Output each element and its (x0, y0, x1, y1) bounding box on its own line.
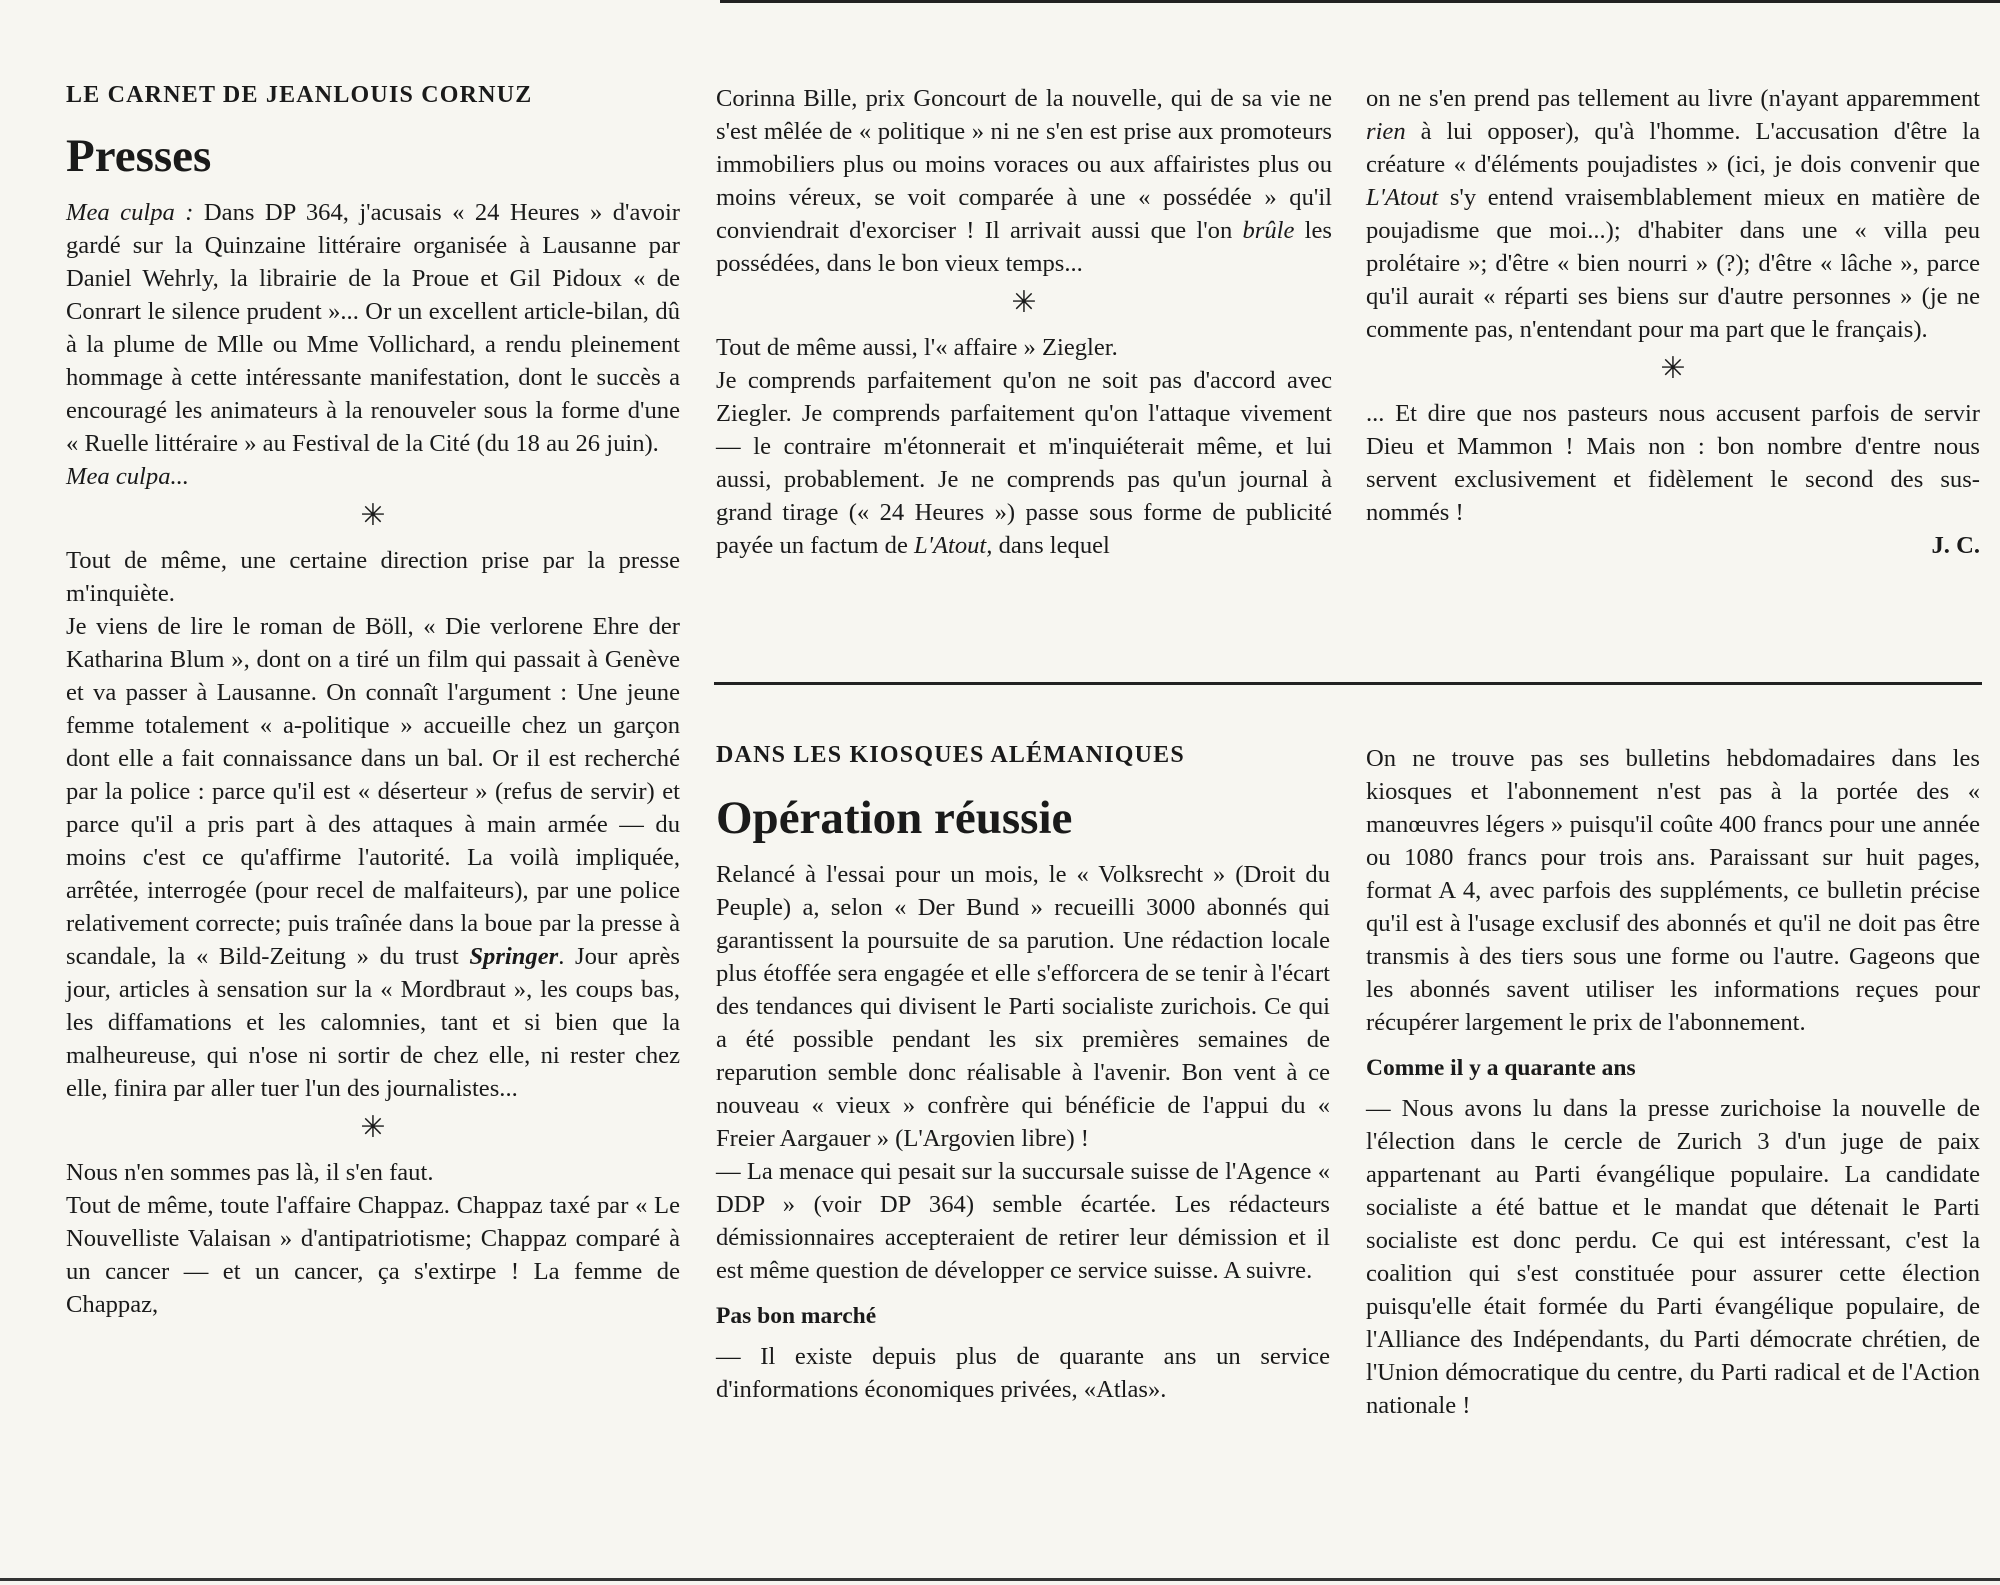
carnet-text: s'y entend vraisemblablement mieux en matière de poujadisme que moi...); d'habiter dans une « villa peu prolétaire »; d'être « bien nourri » (?); d'être « lâche », parce qu'il aurait « réparti ses biens sur d'autre personnes » (je ne commente pas, n'entendant pour ma part que le français). (1366, 184, 1980, 343)
carnet-rubric: LE CARNET DE JEANLOUIS CORNUZ (66, 82, 533, 108)
action-nationale: l'Action nationale (1366, 1359, 1980, 1419)
carnet-column-1 (66, 82, 680, 1321)
kiosques-paragraph: — La menace qui pesait sur la succursale suisse de l'Agence « DDP » (voir DP 364) semble écartée. Les rédacteurs démissionnaires accepteraient de retirer leur démission et il est même question de développer ce service suisse. A suivre. (716, 1158, 1330, 1284)
carnet-paragraph (716, 82, 1332, 280)
signature: J. C. (1931, 532, 1980, 559)
kiosques-body-4 (1366, 1092, 1980, 1422)
top-rule (720, 0, 2000, 3)
carnet-text: Dans DP 364, j'acusais « 24 Heures » d'avoir gardé sur la Quinzaine littéraire organisée à Lausanne par Daniel Wehrly, la librairie de la Proue et Gil Pidoux « de Conrart le silence prudent »... Or un excellent article-bilan, dû à la plume de Mlle ou Mme Vollichard, a rendu pleinement hommage à cette intéressante manifestation, dont le succès a encouragé les animateurs à la renouveler sous la forme d'une « Ruelle littéraire » au Festival de la Cité (du 18 au 26 juin). (66, 199, 680, 457)
carnet-text: les possédées, dans le bon vieux temps... (716, 217, 1332, 277)
subheading-comme-il-y-a-quarante-ans: Comme il y a quarante ans (1366, 1055, 1636, 1081)
carnet-body-3 (1366, 82, 1980, 562)
kiosques-body-2 (716, 1340, 1330, 1406)
mea-culpa-lead: Mea culpa : (66, 199, 194, 226)
carnet-title: Presses (66, 130, 212, 182)
carnet-paragraph: Tout de même, une certaine direction prise par la presse m'inquiète. (66, 547, 680, 607)
kiosques-text: ! (1462, 1392, 1471, 1419)
kiosques-column-2 (1366, 742, 1980, 1422)
carnet-paragraph (716, 364, 1332, 562)
kiosques-column-1 (716, 742, 1330, 1406)
carnet-text: Corinna Bille, prix Goncourt de la nouvelle, qui de sa vie ne s'est mêlée de « politique » ni ne s'en est prise aux promoteurs immobiliers plus ou moins voraces ou aux affairistes plus ou moins véreux, se voit comparée à une « possédée » qu'il conviendrait d'exorciser ! Il arrivait aussi que l'on (716, 85, 1332, 244)
carnet-paragraph: Tout de même aussi, l'« affaire » Ziegler. (716, 334, 1118, 361)
carnet-column-3 (1366, 82, 1980, 562)
section-divider (714, 682, 1982, 685)
springer-name: Springer (469, 943, 559, 970)
kiosques-body-3 (1366, 742, 1980, 1039)
kiosques-text: Relancé à l'essai pour un mois, le « Volksrecht » (Droit du Peuple) a, selon « Der Bund » recueilli 3000 abonnés qui garantissent la poursuite de sa parution. Une rédaction locale plus étoffée sera engagée et elle s'efforcera de se tenir à l'écart des tendances qui divisent le (716, 861, 1330, 1020)
kiosques-text: Ce qui a été possible pendant les six premières semaines de reparution semble donc réalisable à l'avenir. Bon vent à ce nouveau « vieux » confrère qui bénéficie de l'appui du « Freier Aargauer » (L'Argovien libre) ! (716, 993, 1331, 1152)
asterism-separator: ✳ (1011, 286, 1037, 319)
kiosques-body-1 (716, 858, 1330, 1287)
carnet-body-2 (716, 82, 1332, 562)
carnet-text: dans lequel (998, 532, 1110, 559)
latout-name: L'Atout (1366, 184, 1439, 211)
brule-word: brûle (1242, 217, 1295, 244)
carnet-column-2 (716, 82, 1332, 562)
carnet-text: . Jour après jour, articles à sensation sur la « Mordbraut », les coups bas, les diffamations et les calomnies, tant et si bien que la malheureuse, qui n'ose ni sortir de chez elle, ni rester chez elle, finira par aller tuer l'un des journalistes... (66, 943, 680, 1102)
asterism-separator: ✳ (360, 499, 386, 532)
carnet-text: à lui opposer), qu'à l'homme. L'accusation d'être la créature « d'éléments poujadistes » (ici, je dois convenir que (1366, 118, 1980, 178)
carnet-paragraph (1366, 82, 1980, 346)
kiosques-rubric: DANS LES KIOSQUES ALÉMANIQUES (716, 742, 1185, 768)
kiosques-title: Opération réussie (716, 792, 1073, 844)
carnet-paragraph (66, 610, 680, 1105)
bottom-rule (0, 1578, 2000, 1581)
subheading-pas-bon-marche: Pas bon marché (716, 1303, 877, 1329)
carnet-paragraph: ... Et dire que nos pasteurs nous accusent parfois de servir Dieu et Mammon ! Mais non : bon nombre d'entre nous servent exclusivement et fidèlement le second des sus-nommés ! (1366, 400, 1980, 526)
carnet-body-1 (66, 196, 680, 1321)
asterism-separator: ✳ (360, 1111, 386, 1144)
kiosques-paragraph (1366, 1092, 1980, 1422)
carnet-text: Je comprends parfaitement qu'on ne soit pas d'accord avec Ziegler. Je comprends parfaitement qu'on l'attaque vivement — le contraire m'étonnerait et m'inquiéterait même, et lui aussi, probablement. Je ne comprends pas qu'un journal à grand tirage (« 24 Heures ») passe sous forme de publicité payée un factum de (716, 367, 1332, 559)
mea-culpa-end: Mea culpa... (66, 463, 189, 490)
carnet-text: Je viens de lire le roman de Böll, « Die verlorene Ehre der Katharina Blum », dont on a tiré un film qui passait à Genève et va passer à Lausanne. On connaît l'argument : Une jeune femme totalement « a-politique » accueille chez un garçon dont elle a fait connaissance dans un bal. Or il est recherché par la police : parce qu'il est « déserteur » (refus de servir) et parce qu'il a pris part à des attaques à main armée — du moins c'est ce qu'affirme l'autorité. La voilà impliquée, arrêtée, interrogée (pour recel de malfaiteurs), par une police relativement correcte; puis traînée dans la boue par la presse à scandale, la « Bild-Zeitung » du trust (66, 613, 680, 970)
kiosques-paragraph: — Il existe depuis plus de quarante ans un service d'informations économiques privées, «Atlas». (716, 1343, 1330, 1403)
asterism-separator: ✳ (1660, 352, 1686, 385)
parti-socialiste-zurichois: Parti socialiste zurichois. (1008, 993, 1257, 1020)
kiosques-paragraph: On ne trouve pas ses bulletins hebdomadaires dans les kiosques et l'abonnement n'est pas à la portée des « manœuvres légers » puisqu'il coûte 400 francs pour une année ou 1080 francs pour trois ans. Paraissant sur huit pages, format A 4, avec parfois des suppléments, ce bulletin précise qu'il est à l'usage exclusif des abonnés et qu'il ne doit pas être transmis à des tiers sous une forme ou l'autre. Gageons que les abonnés savent utiliser les informations reçues pour récupérer largement le prix de l'abonnement. (1366, 745, 1980, 1036)
carnet-text: on ne s'en prend pas tellement au livre (n'ayant apparemment (1366, 85, 1980, 112)
latout-name: L'Atout, (914, 532, 993, 559)
kiosques-text: — Nous avons lu dans la presse zurichoise la nouvelle de l'élection dans le cercle de Zurich 3 d'un juge de paix appartenant au Parti évangélique populaire. La candidate socialiste a été battue et le mandat que détenait le Parti socialiste est donc perdu. Ce qui est intéressant, c'est la coalition qui s'est constituée pour assurer cette élection puisqu'elle était formée du Parti évangélique populaire, de l'Alliance des Indépendants, du Parti démocrate chrétien, de l'Union démocratique du centre, du Parti radical et de (1366, 1095, 1980, 1386)
carnet-paragraph (66, 196, 680, 493)
carnet-paragraph: Nous n'en sommes pas là, il s'en faut. (66, 1159, 434, 1186)
kiosques-paragraph (716, 858, 1330, 1155)
rien-word: rien (1366, 118, 1406, 145)
carnet-paragraph: Tout de même, toute l'affaire Chappaz. Chappaz taxé par « Le Nouvelliste Valaisan » d'antipatriotisme; Chappaz comparé à un cancer — et un cancer, ça s'extirpe ! La femme de Chappaz, (66, 1192, 680, 1318)
